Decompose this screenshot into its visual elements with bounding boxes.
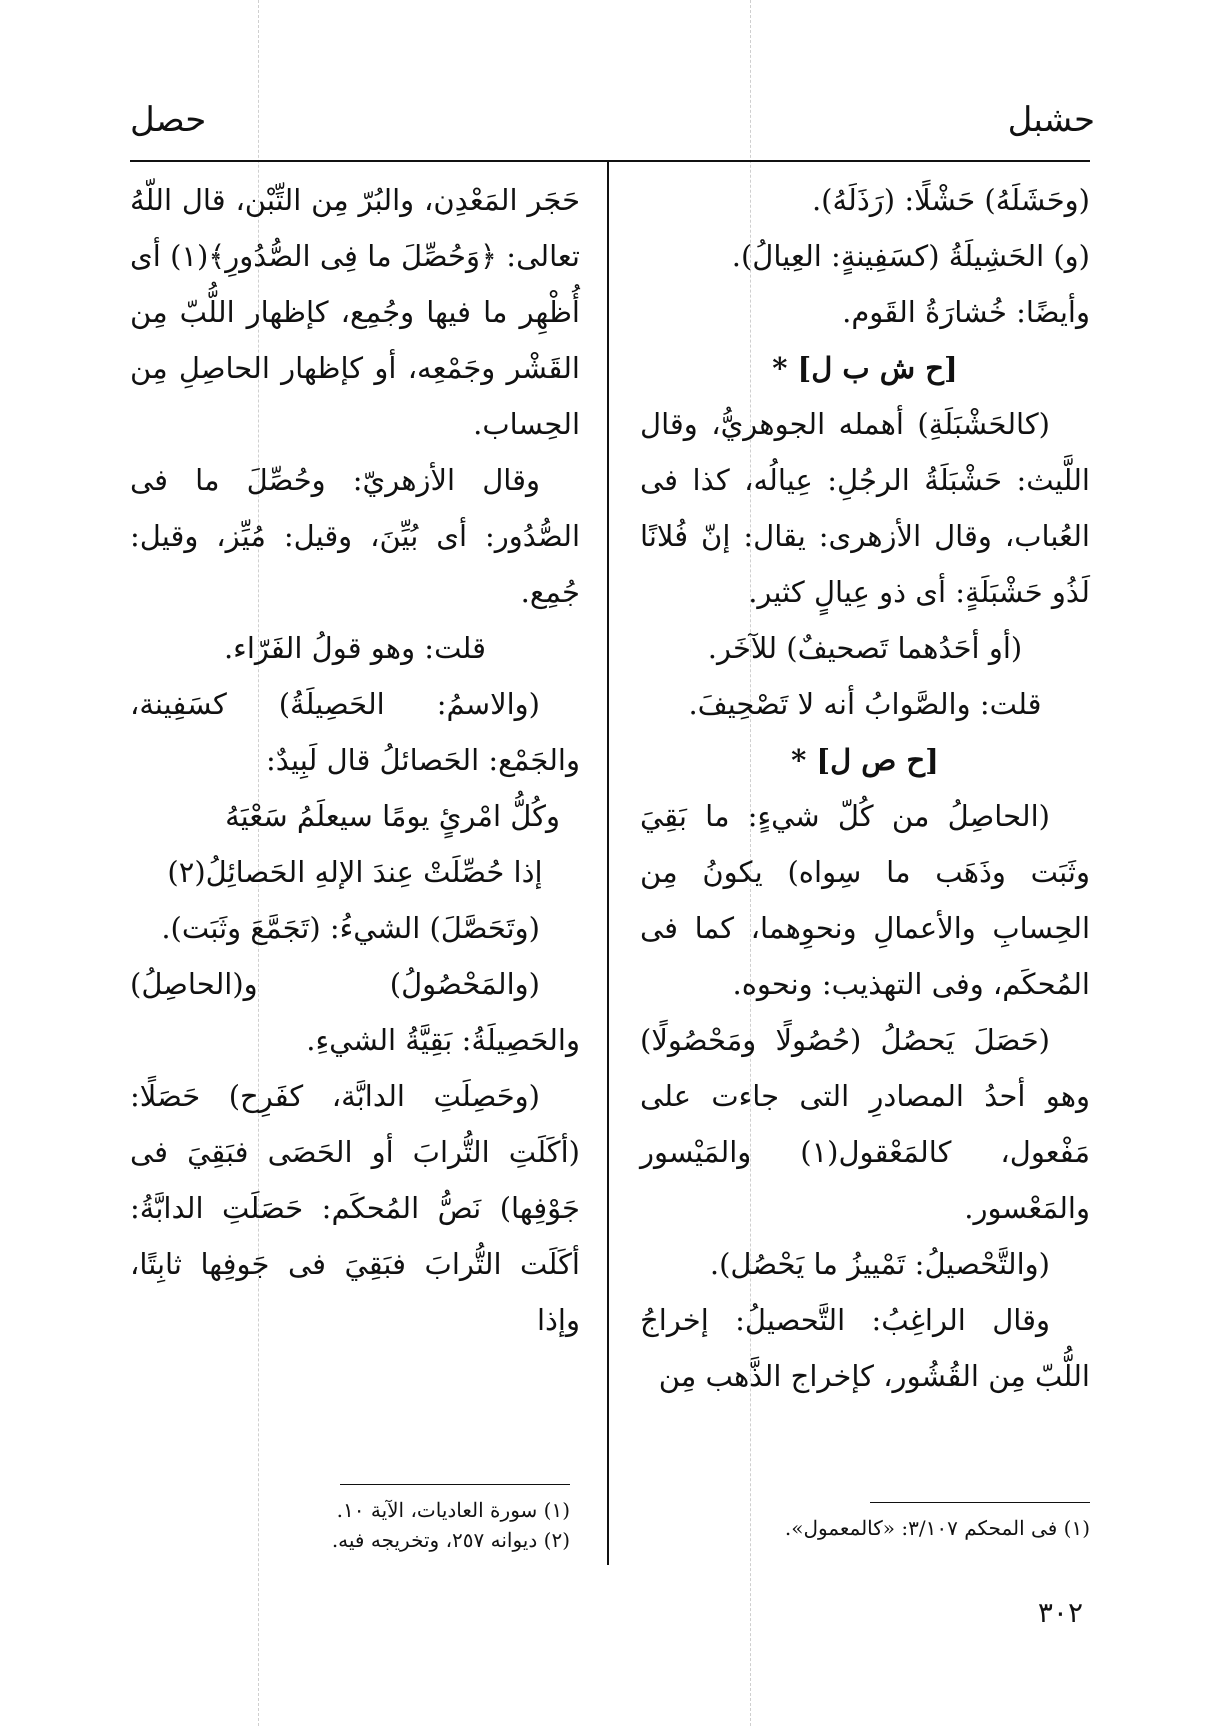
paragraph: (الحاصِلُ من كُلّ شيءٍ: ما بَقِيَ وثَبَت وذَهَب ما سِواه) يكونُ مِن الحِسابِ والأعمالِ ونحوِهما، كما فى المُحكَم، وفى التهذيب: ونحوه. — [640, 799, 1090, 1001]
paragraph: (كالحَشْبَلَةِ) أهمله الجوهريُّ، وقال اللَّيث: حَشْبَلَةُ الرجُلِ: عِيالُه، كذا فى العُباب، وقال الأزهرى: يقال: إنّ فُلانًا لَذُو حَشْبَلَةٍ: أى ذو عِيالٍ كثير. — [640, 407, 1090, 609]
column-divider — [607, 160, 609, 1565]
paragraph: (والمَحْصُولُ) و(الحاصِلُ) والحَصِيلَةُ: بَقِيَّةُ الشيءِ. — [130, 967, 580, 1057]
footnotes-left — [130, 1484, 570, 1555]
paragraph: (والاسمُ: الحَصِيلَةُ) كسَفِينة، والجَمْع: الحَصائلُ قال لَبِيدٌ: — [130, 687, 580, 777]
footnote-rule — [870, 1502, 1090, 1503]
header-rule — [130, 160, 1090, 162]
footnote: (٢) ديوانه ٢٥٧، وتخريجه فيه. — [331, 1528, 570, 1552]
paragraph: وقال الأزهريّ: وحُصِّلَ ما فى الصُّدُور: أى بُيِّنَ، وقيل: مُيِّز، وقيل: جُمِع. — [130, 463, 580, 609]
paragraph: (وتَحَصَّلَ) الشيءُ: (تَجَمَّعَ وثَبَت). — [161, 911, 540, 945]
header-right-word: حشبل — [1007, 100, 1095, 140]
entry-heading: [ح ش ب ل] * — [772, 351, 958, 385]
header-left-word: حصل — [130, 100, 207, 140]
paragraph: (أو أحَدُهما تَصحيفٌ) للآخَر. — [707, 631, 1023, 665]
paragraph: (وحَصِلَتِ الدابَّة، كفَرِح) حَصَلًا: (أكَلَتِ التُّرابَ أو الحَصَى فبَقِيَ فى جَوْفِها) نَصُّ المُحكَم: حَصَلَتِ الدابَّةُ: أكَلَت التُّرابَ فبَقِيَ فى جَوفِها ثابِتًا، وإذا — [130, 1079, 580, 1337]
paragraph: حَجَر المَعْدِن، والبُرّ مِن التِّبْن، قال اللّهُ تعالى: ﴿وَحُصِّلَ ما فِى الصُّدُورِ﴾(١) أى أُظْهِر ما فيها وجُمِع، كإظهار اللُّبّ مِن القَشْر وجَمْعِه، أو كإظهار الحاصِلِ مِن الحِساب. — [130, 183, 580, 441]
text-line: وأيضًا: خُشارَةُ القَوم. — [842, 295, 1090, 329]
paragraph: (والتَّحْصيلُ: تَمْييزُ ما يَحْصُل). — [709, 1247, 1050, 1281]
footnotes-right — [640, 1502, 1090, 1543]
footnote: (١) فى المحكم ٣/١٠٧: «كالمعمول». — [784, 1516, 1090, 1540]
text-line: (و) الحَشِيلَةُ (كسَفِينةٍ: العِيالُ). — [731, 239, 1090, 273]
paragraph: وقال الراغِبُ: التَّحصيلُ: إخراجُ اللُّبّ مِن القُشُور، كإخراج الذَّهب مِن — [640, 1303, 1090, 1393]
paragraph: قلت: وهو قولُ الفَرّاء. — [223, 631, 487, 665]
footnote-rule — [340, 1484, 570, 1485]
footnote: (١) سورة العاديات، الآية ١٠. — [336, 1498, 570, 1522]
entry-heading: [ح ص ل] * — [791, 743, 939, 777]
verse-line: وكُلُّ امْرئٍ يومًا سيعلَمُ سَعْيَهُ — [225, 799, 560, 833]
paragraph: قلت: والصَّوابُ أنه لا تَصْحِيفَ. — [688, 687, 1042, 721]
paragraph: (حَصَلَ يَحصُلُ (حُصُولًا ومَحْصُولًا) وهو أحدُ المصادرِ التى جاءت على مَفْعول، كالمَعْقول(١) والمَيْسور والمَعْسور. — [640, 1023, 1090, 1225]
running-header — [130, 88, 1095, 148]
page-number: ٣٠٢ — [1037, 1596, 1083, 1629]
text-line: (وحَشَلَهُ) حَشْلًا: (رَذَلَهُ). — [811, 183, 1090, 217]
right-column — [640, 172, 1090, 1404]
left-column — [130, 172, 580, 1348]
verse-line: إذا حُصِّلَتْ عِندَ الإلهِ الحَصائِلُ(٢) — [167, 855, 543, 889]
